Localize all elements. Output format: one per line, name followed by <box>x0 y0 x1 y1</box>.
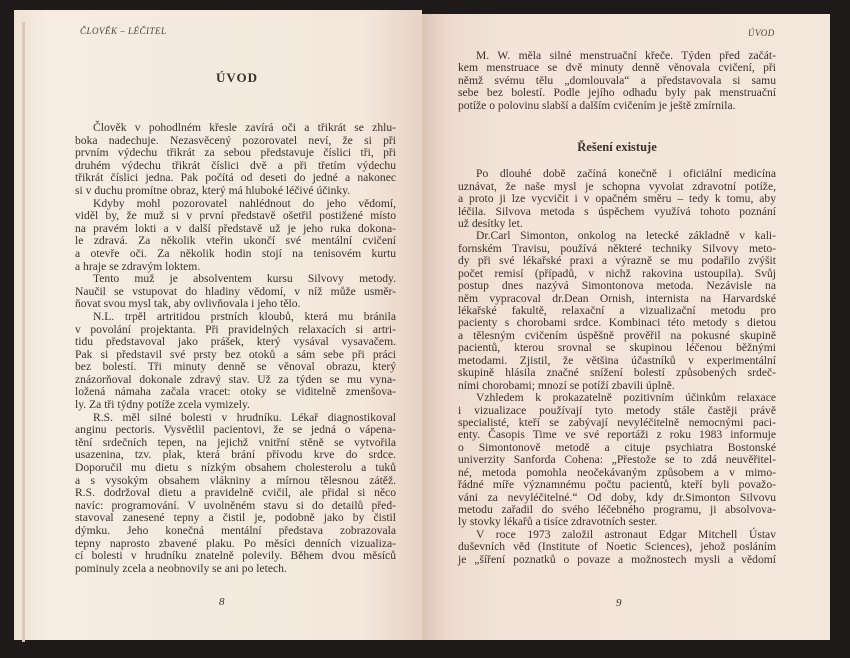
text-line: léčila. Silvova metoda s úspěchem využívá tohoto poznání <box>458 204 776 218</box>
text-line: váni za nevyléčitelné.“ Od doby, kdy dr.Simonton Silvovu <box>458 490 776 504</box>
text-line: ňovat svou mysl tak, aby ovlivňovala i jeho tělo. <box>75 297 301 311</box>
text-line: je „šíření poznatků o povaze a možnostech mysli a vědomí <box>458 552 776 566</box>
text-line: anginu pectoris. Vysvětlil pacientovi, že se jedná o vápena- <box>75 423 396 437</box>
text-line: usazenina, tzv. plak, která brání přívodu krve do srdce. <box>75 448 396 462</box>
text-line: v povolání projektanta. Při pravidelných relaxacích si artri- <box>75 322 396 336</box>
text-line: řádné míře významnému počtu pacientů, kteří byli považo- <box>458 478 776 492</box>
text-line: druhém výdechu třikrát číslici dvě a při třetím výdechu <box>75 158 396 172</box>
text-line: ložená námaha začala vracet: otoky se viditelně zmenšova- <box>75 385 396 399</box>
text-line: Vzhledem k prokazatelně pozitivním účinkům relaxace <box>476 391 776 405</box>
section-heading: Řešení existuje <box>577 140 657 155</box>
text-line: boka nadechuje. Nezasvěcený pozorovatel neví, že si při <box>75 133 396 147</box>
text-line: a tělesným cvičením úspěšně prověřil na pokusné skupině <box>458 328 776 342</box>
text-line: něm vypracoval dr.Dean Ornish, internista na Harvardské <box>458 291 776 305</box>
chapter-title: ÚVOD <box>215 70 259 85</box>
text-line: už desítky let. <box>458 216 523 230</box>
page-number-left: 8 <box>219 596 225 608</box>
text-line: dýmku. Jeho konečná mentální představa zobrazovala <box>75 524 396 537</box>
text-line: a s vysokým obsahem vlákniny a mírnou tělesnou zátěž. <box>75 473 396 487</box>
text-line: a proto ji lze vycvičit i v opačném směru – tedy k tomu, aby <box>458 192 776 206</box>
text-line: Pak si představil své prsty bez otoků a sám sebe při práci <box>75 347 396 361</box>
text-line: skupině hlásila značné snížení bolestí způsobených srdeč- <box>458 366 776 380</box>
text-line: tidu představoval jako prášek, který vysával vysavačem. <box>75 335 396 349</box>
text-line: Naučil se vstupovat do hladiny vědomí, v níž může usměr- <box>75 284 396 298</box>
text-line: postup dnes nazývá Simontonova metoda. Nezávisle na <box>458 279 776 293</box>
text-line: i vizualizace používají tyto metody stále častěji právě <box>458 403 776 417</box>
text-line: kem menstruace se dvě minuty denně věnovala cvičení, při <box>458 61 776 75</box>
text-line: znázorňoval dokonale zdravý stav. Už za týden se mu vyna- <box>75 372 396 386</box>
running-head-right: ÚVOD <box>748 28 775 38</box>
text-line: ly. Za tři týdny potíže zcela vymizely. <box>75 398 250 412</box>
page-edges <box>22 22 25 642</box>
text-line: na pravém lokti a v další představě už je jeho ruka dokona- <box>75 221 396 235</box>
text-line: pominuly zcela a neobnovily se ani po letech. <box>75 561 287 575</box>
text-line: ly stovky lékařů a tisíce zdravotních sester. <box>458 515 658 529</box>
text-line: ními chorobami; mnozí se potíží zbavili úplně. <box>458 378 675 392</box>
text-line: specialisté, kteří se zabývají nevyléčitelně nemocnými paci- <box>458 415 776 429</box>
text-line: a otevře oči. Za několik hodin stojí na tenisovém kurtu <box>75 246 396 260</box>
text-line: sebe bez bolestí. Podle jejího odhadu byly pak menstruační <box>458 86 776 100</box>
text-line: Tento muž je absolventem kursu Silvovy metody. <box>93 272 396 286</box>
text-line: počet remisí (případů, v nichž rakovina ustoupila). Svůj <box>458 266 776 280</box>
page-number-right: 9 <box>616 597 622 609</box>
text-line: metodami. Zjistil, že většina účastníků v experimentální <box>458 353 776 367</box>
right-text-column <box>458 50 776 566</box>
text-line: cí bolesti v hrudníku znatelně polevily. Během dvou měsíců <box>75 549 396 563</box>
text-line: potíže o polovinu slabší a dalším cvičením je ještě zmírnila. <box>458 98 736 112</box>
text-line: né, metoda pomohla neočekávaným způsobem a v mimo- <box>458 465 776 479</box>
running-head-left: ČLOVĚK – LÉČITEL <box>80 26 167 36</box>
text-line: viděl by, že muž si v první představě ošetřil postižené místo <box>75 209 396 223</box>
text-line: Doporučil mu dietu s nízkým obsahem cholesterolu a tuků <box>75 461 396 475</box>
text-line: duševních věd (Institute of Noetic Sciences), jehož posláním <box>458 540 776 554</box>
text-line: M. W. měla silné menstruační křeče. Týden před začát- <box>476 49 776 62</box>
text-line: němž svému tělu „domlouvala“ a představovala si samu <box>458 73 776 87</box>
text-line: prvním výdechu třikrát za sebou představuje číslici tři, při <box>75 146 396 160</box>
text-line: pacienty s chorobami srdce. Kombinaci této metody s dietou <box>458 316 776 330</box>
text-line: Dr.Carl Simonton, onkolog na letecké základně v kali- <box>476 229 776 243</box>
text-line: Kdyby mohl pozorovatel nahlédnout do jeho vědomí, <box>93 196 396 210</box>
text-line: třikrát číslici jedna. Pak počítá od deseti do jedné a nakonec <box>75 171 396 185</box>
text-line: V roce 1973 založil astronaut Edgar Mitchell Ústav <box>476 527 776 541</box>
left-text-column <box>75 122 396 575</box>
text-line: N.L. trpěl artritidou prstních kloubů, která mu bránila <box>93 309 396 323</box>
text-line: fornském Travisu, používá některé techniky Silvovy meto- <box>458 241 776 255</box>
text-line: Člověk v pohodlném křesle zavírá oči a třikrát se zhlu- <box>93 121 396 134</box>
text-line: tepny naprosto zbavené plaku. Po měsíci denních vizualiza- <box>75 536 396 550</box>
text-line: Po dlouhé době začíná konečně i oficiální medicína <box>476 167 776 181</box>
text-line: uznávat, že naše mysl je schopna vyvolat zdravotní potíže, <box>458 179 776 193</box>
text-line: enty. Časopis Time ve své reportáži z roku 1983 informuje <box>458 428 776 442</box>
text-line: lékařské fakultě, relaxační a vizualizační metodu pro <box>458 304 776 317</box>
right-page <box>422 14 830 640</box>
text-line: univerzity Sanforda Cohena: „Přestože se to zdá neuvěřitel- <box>458 453 776 467</box>
text-line: a hraje se zdravým loktem. <box>75 259 201 273</box>
text-line: pacientů, kterou srovnal se skupinou léčenou běžnými <box>458 341 776 355</box>
text-line: metodu zařadil do svého léčebného programu, ji absolvova- <box>458 503 776 516</box>
text-line: stavoval zanesené tepny a čistil je, podobně jako by čistil <box>75 511 396 525</box>
text-line: tění srdečních tepen, na jejichž vnitřní stěně se vytvořila <box>75 435 396 449</box>
text-line: bez bolestí. Tři minuty denně se věnoval obrazu, který <box>75 360 396 374</box>
text-line: dy při své lékařské praxi a výrazně se mu podařilo zvýšit <box>458 254 776 268</box>
text-line: R.S. dodržoval dietu a pravidelně cvičil, ale přidal si něco <box>75 486 396 500</box>
text-line: si v duchu promítne obraz, který má hluboké léčivé účinky. <box>75 183 351 197</box>
text-line: R.S. měl silné bolesti v hrudníku. Lékař diagnostikoval <box>93 410 396 424</box>
text-line: o Simontonově metodě a cituje psychiatra Bostonské <box>458 440 776 454</box>
left-page <box>14 10 422 640</box>
text-line: navíc: programování. V uvolněném stavu si do detailů před- <box>75 498 396 512</box>
text-line: le zdravá. Za několik vteřin ukončí své mentální cvičení <box>75 234 396 248</box>
